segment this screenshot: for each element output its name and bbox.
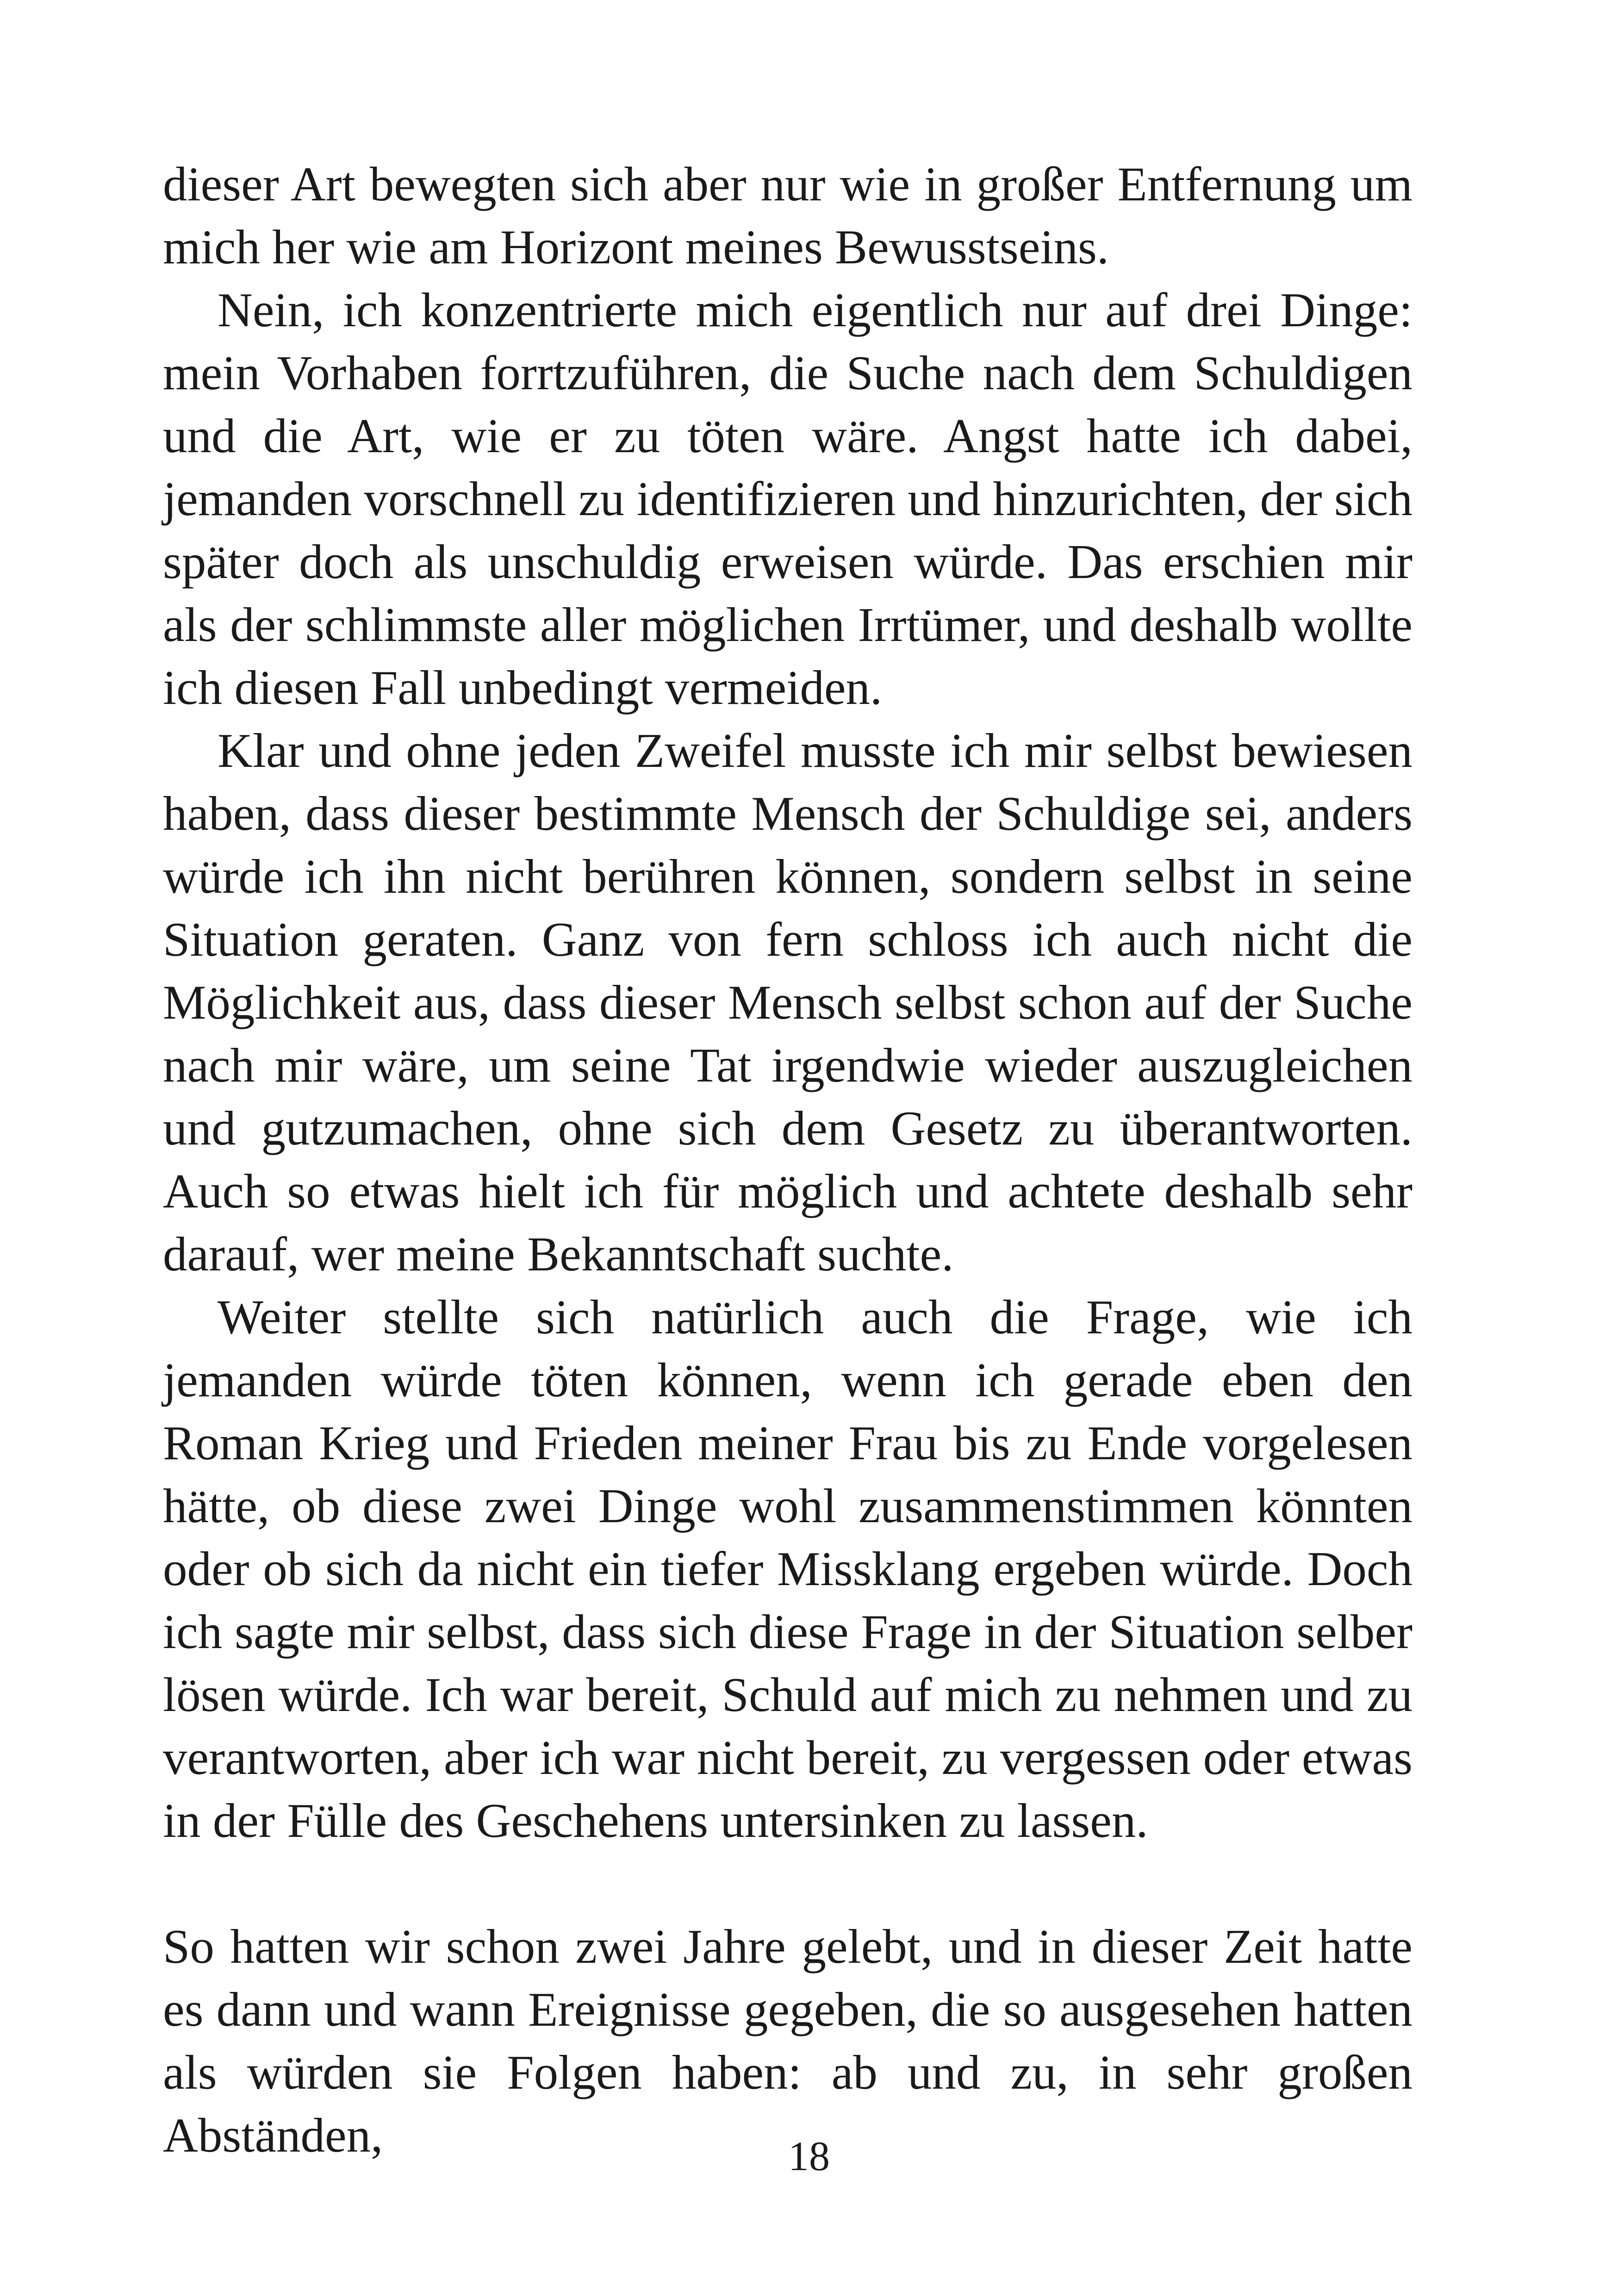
paragraph-1: dieser Art bewegten sich aber nur wie in großer Entfernung um mich her wie am Horizont meines Bewusstseins. <box>163 157 1413 274</box>
paragraph-5: So hatten wir schon zwei Jahre gelebt, und in dieser Zeit hatte es dann und wann Ereignisse gegeben, die so ausgesehen hatten als würden sie Folgen haben: ab und zu, in sehr großen Abständen, <box>163 1919 1413 2162</box>
page-number: 18 <box>788 2134 830 2179</box>
body-text <box>163 153 1413 2167</box>
paragraph-2: Nein, ich konzentrierte mich eigentlich nur auf drei Dinge: mein Vorhaben forrtzuführen, die Suche nach dem Schuldigen und die Art, wie er zu töten wäre. Angst hatte ich dabei, jemanden vorschnell zu identifizieren und hinzurichten, der sich später doch als unschuldig erweisen würde. Das erschien mir als der schlimmste aller möglichen Irrtümer, und deshalb wollte ich diesen Fall unbedingt vermeiden. <box>163 283 1413 715</box>
paragraph-3: Klar und ohne jeden Zweifel musste ich mir selbst bewiesen haben, dass dieser bestimmte Mensch der Schuldige sei, anders würde ich ihn nicht berühren können, sondern selbst in seine Situation geraten. Ganz von fern schloss ich auch nicht die Möglichkeit aus, dass dieser Mensch selbst schon auf der Suche nach mir wäre, um seine Tat irgendwie wieder auszugleichen und gutzumachen, ohne sich dem Gesetz zu überantworten. Auch so etwas hielt ich für möglich und achtete deshalb sehr darauf, wer meine Bekanntschaft suchte. <box>163 723 1413 1281</box>
paragraph-4: Weiter stellte sich natürlich auch die Frage, wie ich jemanden würde töten können, wenn ich gerade eben den Roman Krieg und Frieden meiner Frau bis zu Ende vorgelesen hätte, ob diese zwei Dinge wohl zusammenstimmen könnten oder ob sich da nicht ein tiefer Missklang ergeben würde. Doch ich sagte mir selbst, dass sich diese Frage in der Situation selber lösen würde. Ich war bereit, Schuld auf mich zu nehmen und zu verantworten, aber ich war nicht bereit, zu vergessen oder etwas in der Fülle des Geschehens untersinken zu lassen. <box>163 1290 1413 1848</box>
